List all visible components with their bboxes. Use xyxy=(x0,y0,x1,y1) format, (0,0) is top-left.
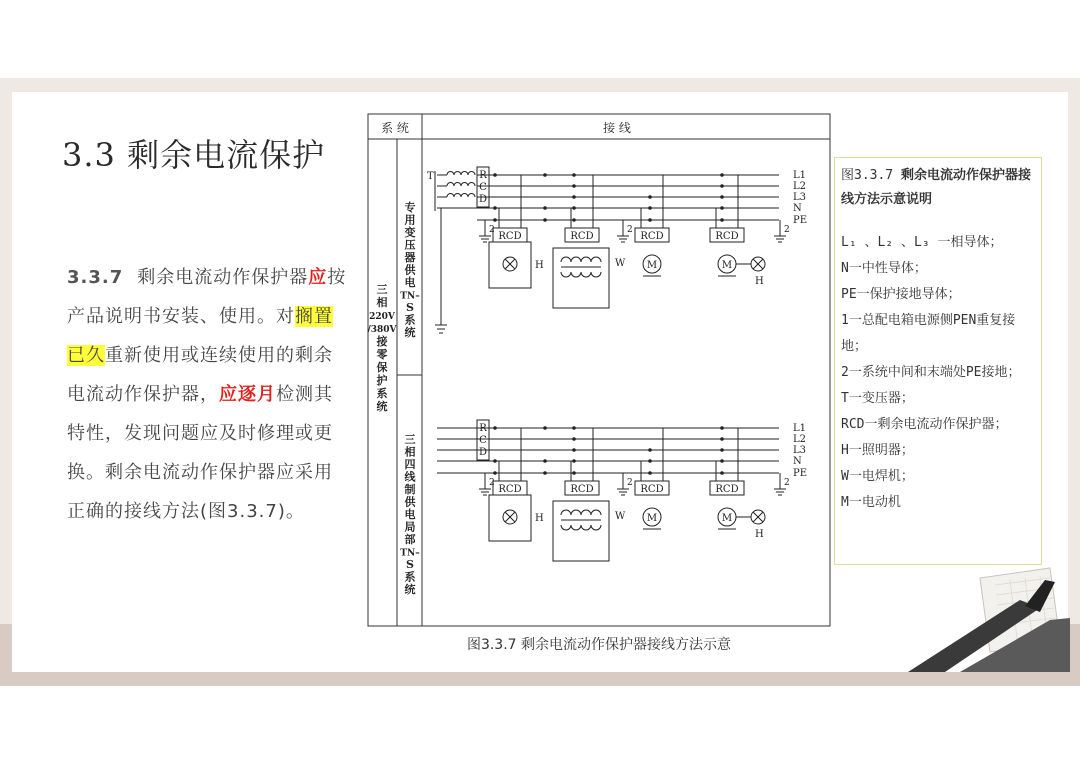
device-w-label: W xyxy=(615,258,626,269)
junction-dot xyxy=(720,173,724,177)
junction-dot xyxy=(543,173,547,177)
welder-frame xyxy=(553,501,609,561)
ground-mark: 2 xyxy=(489,225,495,235)
welder-coil xyxy=(581,525,591,530)
legend-item: N一中性导体； xyxy=(841,261,927,276)
legend-item: T一变压器； xyxy=(841,391,914,406)
figure-caption: 图3.3.7 剩余电流动作保护器接线方法示意 xyxy=(466,637,732,653)
welder-coil xyxy=(581,257,591,262)
line-label: N xyxy=(793,203,802,214)
body-text xyxy=(67,258,347,531)
column-char: 系 xyxy=(376,387,388,400)
junction-dot xyxy=(720,195,724,199)
rcd-label: RCD xyxy=(498,484,522,495)
welder-coil xyxy=(591,272,601,277)
ground-mark: 2 xyxy=(784,478,790,488)
legend-item: RCD一剩余电流动作保护器； xyxy=(841,417,1008,432)
line-label: L2 xyxy=(793,434,807,445)
line-label: L1 xyxy=(793,423,807,434)
column-char: 专 xyxy=(404,201,416,214)
bottom-wiring-circuit xyxy=(437,420,807,561)
bottom-system-label xyxy=(400,433,420,596)
column-char: /380V xyxy=(367,325,397,335)
rcd-letter: C xyxy=(479,182,487,193)
motor-label: M xyxy=(646,260,658,271)
column-char: 部 xyxy=(404,533,416,546)
transformer-coil xyxy=(447,183,475,187)
column-char: 保 xyxy=(376,361,388,374)
junction-dot xyxy=(543,206,547,210)
rcd-letter: R xyxy=(479,170,487,181)
welder-coil xyxy=(591,510,601,515)
column-char: 统 xyxy=(376,400,388,413)
header-wiring: 接 线 xyxy=(603,121,631,135)
column-char: S xyxy=(406,301,414,314)
welder-coil xyxy=(571,257,581,262)
legend-item: W一电焊机； xyxy=(841,469,914,484)
welder-coil xyxy=(561,257,571,262)
welder-coil xyxy=(581,510,591,515)
rcd-label: RCD xyxy=(715,484,739,495)
junction-dot xyxy=(720,437,724,441)
transformer-coil xyxy=(447,194,475,198)
junction-dot xyxy=(720,471,724,475)
column-char: 变 xyxy=(404,226,416,239)
junction-dot xyxy=(493,426,497,430)
welder-coil xyxy=(571,525,581,530)
junction-dot xyxy=(572,437,576,441)
legend-item: PE一保护接地导体； xyxy=(841,287,961,302)
rcd-label: RCD xyxy=(640,231,664,242)
junction-dot xyxy=(493,459,497,463)
column-char: 零 xyxy=(376,348,388,361)
column-char: 220V xyxy=(369,312,395,322)
line-label: PE xyxy=(793,215,808,226)
column-char: 系 xyxy=(404,313,416,327)
rcd-label: RCD xyxy=(570,484,594,495)
legend-box xyxy=(834,157,1042,565)
device-h-label: H xyxy=(535,260,544,271)
column-char: 三 xyxy=(376,283,388,296)
rcd-label: RCD xyxy=(640,484,664,495)
column-char: 三 xyxy=(404,433,416,446)
junction-dot xyxy=(720,206,724,210)
junction-dot xyxy=(543,218,547,222)
junction-dot xyxy=(572,173,576,177)
ground-mark: 2 xyxy=(489,478,495,488)
junction-dot xyxy=(493,206,497,210)
slide-title: 3.3 剩余电流保护 xyxy=(62,136,326,174)
load-frame xyxy=(489,242,531,288)
top-wiring-circuit xyxy=(427,167,807,333)
motor-label: M xyxy=(721,513,733,524)
junction-dot xyxy=(572,426,576,430)
column-char: 器 xyxy=(404,251,416,264)
legend-item: M一电动机 xyxy=(841,495,901,510)
column-char: 系 xyxy=(404,570,416,584)
junction-dot xyxy=(543,426,547,430)
junction-dot xyxy=(648,471,652,475)
junction-dot xyxy=(720,184,724,188)
system-column-label xyxy=(367,283,397,413)
junction-dot xyxy=(543,471,547,475)
rcd-label: RCD xyxy=(498,231,522,242)
transformer-coil xyxy=(447,172,475,176)
legend-items xyxy=(841,230,1035,516)
junction-dot xyxy=(648,195,652,199)
welder-coil xyxy=(561,525,571,530)
column-char: 电 xyxy=(404,276,416,289)
rcd-letter: C xyxy=(479,435,487,446)
column-char: 局 xyxy=(404,520,416,534)
column-char: 相 xyxy=(404,445,416,459)
line-label: L3 xyxy=(793,192,807,203)
decorative-paper-graphic xyxy=(900,560,1070,672)
column-char: 四 xyxy=(404,458,416,471)
ground-mark: 2 xyxy=(627,478,633,488)
motor-label: M xyxy=(646,513,658,524)
legend-title-bold: 剩余电流动作保护器接线方法示意说明 xyxy=(841,168,1031,207)
load-frame xyxy=(489,495,531,541)
column-char: 统 xyxy=(404,326,416,339)
junction-dot xyxy=(543,459,547,463)
column-char: 线 xyxy=(404,470,416,484)
column-char: 统 xyxy=(404,583,416,596)
junction-dot xyxy=(648,448,652,452)
line-label: N xyxy=(793,456,802,467)
junction-dot xyxy=(648,218,652,222)
junction-dot xyxy=(572,459,576,463)
junction-dot xyxy=(720,459,724,463)
motor-label: M xyxy=(721,260,733,271)
emphasis-should: 应 xyxy=(308,267,328,288)
ground-mark: 2 xyxy=(627,225,633,235)
junction-dot xyxy=(720,426,724,430)
junction-dot xyxy=(648,206,652,210)
welder-coil xyxy=(561,510,571,515)
column-char: TN– xyxy=(400,291,420,302)
column-char: 电 xyxy=(404,508,416,521)
column-char: TN– xyxy=(400,548,420,559)
body-segment-3: 按产品说明书安装、使用。对 xyxy=(67,267,347,327)
welder-frame xyxy=(553,248,609,308)
junction-dot xyxy=(572,184,576,188)
welder-coil xyxy=(591,525,601,530)
junction-dot xyxy=(493,218,497,222)
header-system: 系 统 xyxy=(381,121,409,135)
section-number: 3.3.7 xyxy=(67,267,124,288)
welder-coil xyxy=(561,272,571,277)
junction-dot xyxy=(493,471,497,475)
transformer-label: T xyxy=(427,171,434,182)
body-segment-1: 剩余电流动作保护器 xyxy=(137,267,309,288)
junction-dot xyxy=(720,448,724,452)
legend-item: H一照明器； xyxy=(841,443,914,458)
line-label: PE xyxy=(793,468,808,479)
junction-dot xyxy=(493,173,497,177)
line-label: L3 xyxy=(793,445,807,456)
welder-coil xyxy=(591,257,601,262)
welder-coil xyxy=(571,272,581,277)
column-char: 制 xyxy=(404,483,416,496)
legend-item: 2一系统中间和末端处PE接地； xyxy=(841,365,1021,380)
rcd-letter: R xyxy=(479,423,487,434)
junction-dot xyxy=(572,218,576,222)
emphasis-monthly: 应逐月 xyxy=(219,384,276,405)
line-label: L2 xyxy=(793,181,807,192)
welder-coil xyxy=(571,510,581,515)
highlight-long-idle: 搁置已久 xyxy=(67,306,333,366)
wiring-diagram xyxy=(367,113,831,627)
column-char: 压 xyxy=(404,238,416,252)
column-char: 供 xyxy=(404,263,416,277)
ground-mark: 2 xyxy=(784,225,790,235)
rcd-label: RCD xyxy=(570,231,594,242)
device-h-label: H xyxy=(755,529,764,540)
device-w-label: W xyxy=(615,511,626,522)
device-h-label: H xyxy=(535,513,544,524)
column-char: 相 xyxy=(376,296,388,309)
column-char: S xyxy=(406,558,414,571)
junction-dot xyxy=(572,448,576,452)
column-char: 接 xyxy=(376,335,388,348)
top-system-label xyxy=(400,200,420,339)
body-segment-7: 检测其特性，发现问题应及时修理或更换。剩余电流动作保护器应采用正确的接线方法(图3.3.7)。 xyxy=(67,384,333,522)
legend-title xyxy=(841,164,1035,212)
rcd-label: RCD xyxy=(715,231,739,242)
rcd-letter: D xyxy=(478,194,488,205)
junction-dot xyxy=(720,218,724,222)
junction-dot xyxy=(572,471,576,475)
column-char: 护 xyxy=(376,374,388,387)
rcd-letter: D xyxy=(478,447,488,458)
legend-item: L₁ 、L₂ 、L₃ 一相导体； xyxy=(841,235,1003,250)
legend-item: 1一总配电箱电源侧PEN重复接地； xyxy=(841,313,1016,354)
body-segment-5: 重新使用或连续使用的剩余电流动作保护器， xyxy=(67,345,333,405)
device-h-label: H xyxy=(755,276,764,287)
junction-dot xyxy=(572,195,576,199)
junction-dot xyxy=(648,459,652,463)
junction-dot xyxy=(572,206,576,210)
welder-coil xyxy=(581,272,591,277)
column-char: 供 xyxy=(404,495,416,509)
line-label: L1 xyxy=(793,170,807,181)
column-char: 用 xyxy=(404,213,416,227)
legend-title-prefix: 图3.3.7 xyxy=(841,168,901,183)
